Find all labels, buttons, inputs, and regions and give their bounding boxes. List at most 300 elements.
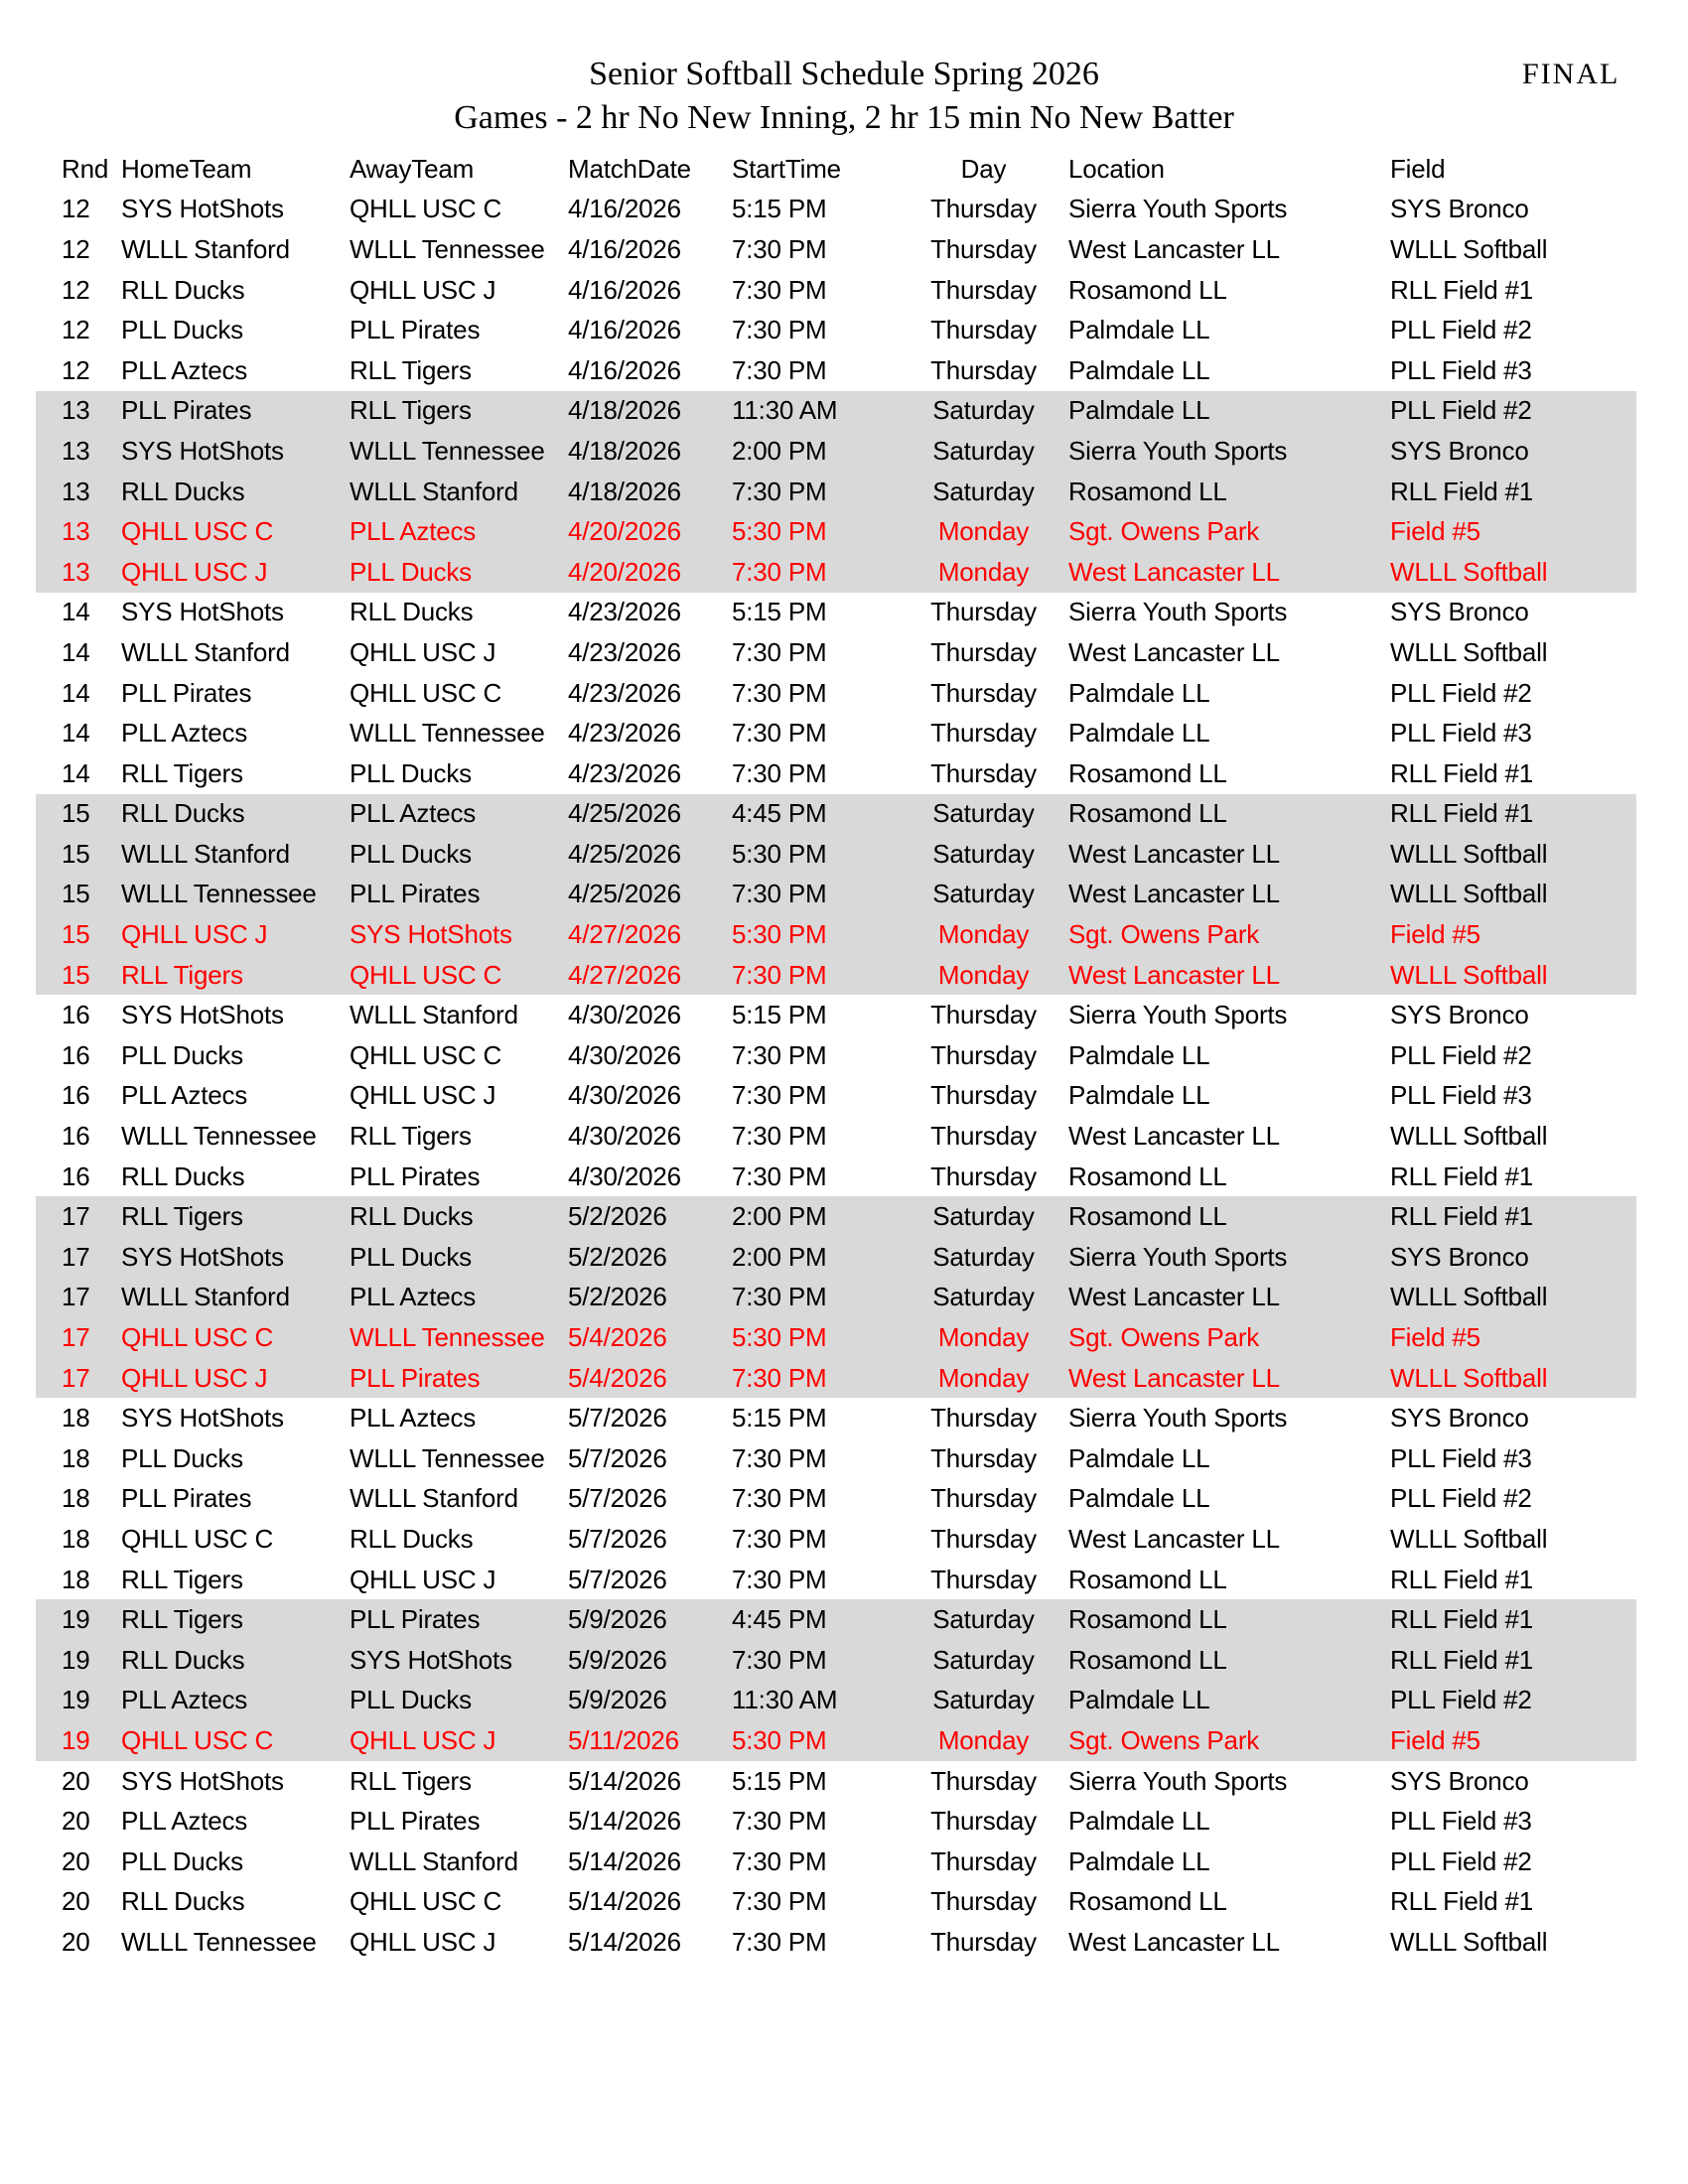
cell-location: Sgt. Owens Park bbox=[1068, 516, 1260, 547]
cell-location: Sgt. Owens Park bbox=[1068, 919, 1260, 950]
cell-rnd: 20 bbox=[62, 1806, 90, 1837]
cell-field: WLLL Softball bbox=[1390, 959, 1548, 990]
table-row bbox=[36, 1761, 1636, 1802]
cell-date: 4/18/2026 bbox=[568, 435, 681, 466]
cell-home: PLL Aztecs bbox=[121, 1806, 248, 1837]
cell-time: 5:15 PM bbox=[732, 1000, 827, 1030]
cell-time: 7:30 PM bbox=[732, 1564, 827, 1594]
cell-day: Saturday bbox=[932, 1241, 1035, 1272]
cell-rnd: 18 bbox=[62, 1483, 90, 1514]
cell-rnd: 18 bbox=[62, 1564, 90, 1594]
cell-field: WLLL Softball bbox=[1390, 838, 1548, 869]
cell-field: PLL Field #2 bbox=[1390, 1685, 1532, 1715]
cell-date: 4/23/2026 bbox=[568, 718, 681, 749]
cell-home: PLL Pirates bbox=[121, 677, 252, 708]
cell-home: QHLL USC J bbox=[121, 556, 268, 587]
cell-home: WLLL Stanford bbox=[121, 233, 290, 264]
cell-home: PLL Pirates bbox=[121, 395, 252, 426]
cell-rnd: 17 bbox=[62, 1241, 90, 1272]
cell-home: PLL Ducks bbox=[121, 1442, 243, 1473]
cell-date: 4/25/2026 bbox=[568, 798, 681, 829]
cell-time: 5:30 PM bbox=[732, 1724, 827, 1755]
cell-home: RLL Tigers bbox=[121, 1604, 243, 1635]
cell-field: WLLL Softball bbox=[1390, 1523, 1548, 1554]
cell-day: Thursday bbox=[930, 1845, 1037, 1876]
cell-away: SYS HotShots bbox=[350, 919, 512, 950]
cell-date: 5/14/2026 bbox=[568, 1886, 681, 1917]
table-row bbox=[36, 1237, 1636, 1278]
cell-day: Monday bbox=[937, 959, 1030, 990]
cell-day: Monday bbox=[937, 516, 1030, 547]
cell-location: West Lancaster LL bbox=[1068, 1523, 1280, 1554]
cell-date: 4/20/2026 bbox=[568, 556, 681, 587]
table-row bbox=[36, 270, 1636, 311]
cell-rnd: 18 bbox=[62, 1403, 90, 1433]
cell-date: 4/30/2026 bbox=[568, 1039, 681, 1070]
table-row bbox=[36, 1035, 1636, 1076]
table-row bbox=[36, 1519, 1636, 1560]
cell-day: Saturday bbox=[932, 1685, 1035, 1715]
cell-day: Saturday bbox=[932, 879, 1035, 909]
table-row bbox=[36, 350, 1636, 391]
cell-rnd: 14 bbox=[62, 757, 90, 788]
table-row bbox=[36, 995, 1636, 1035]
cell-location: Sierra Youth Sports bbox=[1068, 597, 1288, 627]
table-row bbox=[36, 229, 1636, 270]
cell-rnd: 16 bbox=[62, 1121, 90, 1152]
cell-rnd: 13 bbox=[62, 516, 90, 547]
cell-rnd: 16 bbox=[62, 1000, 90, 1030]
cell-rnd: 20 bbox=[62, 1886, 90, 1917]
cell-field: PLL Field #3 bbox=[1390, 1442, 1532, 1473]
cell-home: WLLL Stanford bbox=[121, 1282, 290, 1312]
cell-date: 5/7/2026 bbox=[568, 1483, 667, 1514]
cell-date: 5/14/2026 bbox=[568, 1926, 681, 1957]
cell-day: Thursday bbox=[930, 1765, 1037, 1796]
cell-field: SYS Bronco bbox=[1390, 1403, 1529, 1433]
cell-home: RLL Ducks bbox=[121, 1160, 245, 1191]
cell-time: 7:30 PM bbox=[732, 757, 827, 788]
cell-home: QHLL USC J bbox=[121, 1362, 268, 1393]
cell-date: 4/30/2026 bbox=[568, 1080, 681, 1111]
cell-field: Field #5 bbox=[1390, 516, 1480, 547]
cell-date: 5/2/2026 bbox=[568, 1282, 667, 1312]
cell-date: 5/7/2026 bbox=[568, 1442, 667, 1473]
cell-home: PLL Aztecs bbox=[121, 1080, 248, 1111]
cell-away: PLL Pirates bbox=[350, 1362, 481, 1393]
cell-day: Monday bbox=[937, 1362, 1030, 1393]
cell-home: RLL Tigers bbox=[121, 1201, 243, 1232]
cell-time: 7:30 PM bbox=[732, 1886, 827, 1917]
cell-location: Rosamond LL bbox=[1068, 274, 1227, 305]
cell-location: Palmdale LL bbox=[1068, 677, 1210, 708]
cell-rnd: 12 bbox=[62, 194, 90, 224]
cell-home: SYS HotShots bbox=[121, 435, 284, 466]
cell-day: Saturday bbox=[932, 1201, 1035, 1232]
cell-field: PLL Field #3 bbox=[1390, 1080, 1532, 1111]
table-row bbox=[36, 673, 1636, 714]
cell-location: Palmdale LL bbox=[1068, 315, 1210, 345]
cell-away: PLL Aztecs bbox=[350, 1282, 477, 1312]
cell-date: 5/9/2026 bbox=[568, 1685, 667, 1715]
cell-field: Field #5 bbox=[1390, 1724, 1480, 1755]
cell-rnd: 15 bbox=[62, 838, 90, 869]
cell-rnd: 12 bbox=[62, 233, 90, 264]
cell-date: 5/7/2026 bbox=[568, 1523, 667, 1554]
cell-away: QHLL USC C bbox=[350, 1886, 502, 1917]
cell-day: Saturday bbox=[932, 1604, 1035, 1635]
cell-time: 2:00 PM bbox=[732, 1201, 827, 1232]
cell-away: WLLL Stanford bbox=[350, 476, 518, 506]
cell-away: PLL Ducks bbox=[350, 838, 472, 869]
cell-home: QHLL USC C bbox=[121, 1724, 274, 1755]
table-row bbox=[36, 1317, 1636, 1358]
table-row bbox=[36, 1842, 1636, 1882]
cell-field: WLLL Softball bbox=[1390, 233, 1548, 264]
table-row bbox=[36, 1479, 1636, 1520]
cell-away: WLLL Tennessee bbox=[350, 718, 545, 749]
cell-day: Thursday bbox=[930, 1442, 1037, 1473]
cell-field: WLLL Softball bbox=[1390, 1926, 1548, 1957]
cell-field: SYS Bronco bbox=[1390, 194, 1529, 224]
cell-field: Field #5 bbox=[1390, 919, 1480, 950]
cell-date: 4/27/2026 bbox=[568, 959, 681, 990]
cell-day: Saturday bbox=[932, 838, 1035, 869]
cell-day: Thursday bbox=[930, 1806, 1037, 1837]
cell-date: 4/16/2026 bbox=[568, 315, 681, 345]
cell-away: PLL Pirates bbox=[350, 879, 481, 909]
cell-rnd: 17 bbox=[62, 1201, 90, 1232]
cell-home: SYS HotShots bbox=[121, 1241, 284, 1272]
cell-rnd: 13 bbox=[62, 476, 90, 506]
cell-home: PLL Aztecs bbox=[121, 1685, 248, 1715]
cell-field: WLLL Softball bbox=[1390, 879, 1548, 909]
cell-away: PLL Ducks bbox=[350, 757, 472, 788]
cell-home: RLL Tigers bbox=[121, 757, 243, 788]
cell-field: RLL Field #1 bbox=[1390, 274, 1534, 305]
cell-time: 7:30 PM bbox=[732, 274, 827, 305]
cell-rnd: 20 bbox=[62, 1926, 90, 1957]
cell-date: 4/16/2026 bbox=[568, 354, 681, 385]
cell-away: PLL Aztecs bbox=[350, 798, 477, 829]
cell-home: SYS HotShots bbox=[121, 1000, 284, 1030]
table-row bbox=[36, 552, 1636, 593]
column-header-rnd: Rnd bbox=[62, 153, 109, 184]
cell-away: QHLL USC C bbox=[350, 959, 502, 990]
cell-day: Saturday bbox=[932, 1644, 1035, 1675]
cell-date: 4/20/2026 bbox=[568, 516, 681, 547]
cell-day: Thursday bbox=[930, 274, 1037, 305]
column-header-date: MatchDate bbox=[568, 153, 691, 184]
cell-time: 4:45 PM bbox=[732, 798, 827, 829]
cell-day: Thursday bbox=[930, 718, 1037, 749]
cell-location: West Lancaster LL bbox=[1068, 959, 1280, 990]
cell-date: 4/18/2026 bbox=[568, 476, 681, 506]
table-row bbox=[36, 1438, 1636, 1479]
cell-rnd: 17 bbox=[62, 1282, 90, 1312]
cell-location: Palmdale LL bbox=[1068, 1845, 1210, 1876]
table-row bbox=[36, 1157, 1636, 1197]
cell-away: QHLL USC J bbox=[350, 1724, 496, 1755]
cell-date: 4/23/2026 bbox=[568, 677, 681, 708]
cell-location: West Lancaster LL bbox=[1068, 1926, 1280, 1957]
cell-day: Thursday bbox=[930, 1403, 1037, 1433]
cell-field: RLL Field #1 bbox=[1390, 1201, 1534, 1232]
cell-away: PLL Aztecs bbox=[350, 1403, 477, 1433]
cell-day: Saturday bbox=[932, 395, 1035, 426]
cell-field: PLL Field #2 bbox=[1390, 1039, 1532, 1070]
cell-away: WLLL Tennessee bbox=[350, 1322, 545, 1353]
table-row bbox=[36, 753, 1636, 794]
cell-rnd: 18 bbox=[62, 1523, 90, 1554]
column-header-field: Field bbox=[1390, 153, 1446, 184]
cell-time: 7:30 PM bbox=[732, 1845, 827, 1876]
cell-field: RLL Field #1 bbox=[1390, 1564, 1534, 1594]
cell-day: Thursday bbox=[930, 194, 1037, 224]
cell-time: 7:30 PM bbox=[732, 1644, 827, 1675]
cell-day: Thursday bbox=[930, 1039, 1037, 1070]
cell-rnd: 17 bbox=[62, 1362, 90, 1393]
cell-away: QHLL USC J bbox=[350, 1926, 496, 1957]
cell-date: 4/30/2026 bbox=[568, 1121, 681, 1152]
cell-home: PLL Ducks bbox=[121, 1039, 243, 1070]
cell-date: 4/30/2026 bbox=[568, 1160, 681, 1191]
cell-away: PLL Ducks bbox=[350, 1685, 472, 1715]
cell-time: 5:15 PM bbox=[732, 1765, 827, 1796]
cell-day: Thursday bbox=[930, 677, 1037, 708]
cell-away: PLL Ducks bbox=[350, 1241, 472, 1272]
cell-rnd: 14 bbox=[62, 677, 90, 708]
cell-rnd: 12 bbox=[62, 354, 90, 385]
cell-day: Monday bbox=[937, 1724, 1030, 1755]
table-row bbox=[36, 1116, 1636, 1157]
cell-day: Saturday bbox=[932, 1282, 1035, 1312]
cell-rnd: 19 bbox=[62, 1685, 90, 1715]
cell-location: Sierra Youth Sports bbox=[1068, 1000, 1288, 1030]
cell-away: WLLL Stanford bbox=[350, 1483, 518, 1514]
cell-home: SYS HotShots bbox=[121, 1765, 284, 1796]
cell-rnd: 15 bbox=[62, 798, 90, 829]
cell-home: SYS HotShots bbox=[121, 1403, 284, 1433]
column-header-day: Day bbox=[960, 153, 1007, 184]
cell-home: RLL Tigers bbox=[121, 1564, 243, 1594]
cell-time: 7:30 PM bbox=[732, 354, 827, 385]
cell-location: Palmdale LL bbox=[1068, 354, 1210, 385]
cell-date: 4/27/2026 bbox=[568, 919, 681, 950]
cell-field: SYS Bronco bbox=[1390, 1241, 1529, 1272]
cell-day: Thursday bbox=[930, 1121, 1037, 1152]
cell-field: PLL Field #3 bbox=[1390, 718, 1532, 749]
cell-rnd: 16 bbox=[62, 1080, 90, 1111]
cell-rnd: 20 bbox=[62, 1845, 90, 1876]
cell-home: WLLL Stanford bbox=[121, 636, 290, 667]
cell-time: 7:30 PM bbox=[732, 1282, 827, 1312]
cell-location: Rosamond LL bbox=[1068, 757, 1227, 788]
table-row bbox=[36, 1398, 1636, 1438]
cell-location: West Lancaster LL bbox=[1068, 838, 1280, 869]
cell-away: QHLL USC J bbox=[350, 636, 496, 667]
cell-day: Thursday bbox=[930, 1483, 1037, 1514]
cell-home: WLLL Stanford bbox=[121, 838, 290, 869]
cell-rnd: 13 bbox=[62, 435, 90, 466]
cell-rnd: 12 bbox=[62, 274, 90, 305]
cell-rnd: 13 bbox=[62, 556, 90, 587]
cell-day: Thursday bbox=[930, 354, 1037, 385]
cell-home: RLL Ducks bbox=[121, 274, 245, 305]
table-row bbox=[36, 1640, 1636, 1681]
final-status-label: FINAL bbox=[1522, 58, 1620, 90]
cell-date: 5/7/2026 bbox=[568, 1403, 667, 1433]
cell-home: QHLL USC C bbox=[121, 1523, 274, 1554]
cell-date: 4/23/2026 bbox=[568, 757, 681, 788]
cell-location: West Lancaster LL bbox=[1068, 1282, 1280, 1312]
cell-time: 7:30 PM bbox=[732, 1362, 827, 1393]
cell-time: 7:30 PM bbox=[732, 1523, 827, 1554]
cell-rnd: 18 bbox=[62, 1442, 90, 1473]
table-header-row bbox=[36, 149, 1636, 190]
cell-rnd: 12 bbox=[62, 315, 90, 345]
cell-field: PLL Field #2 bbox=[1390, 677, 1532, 708]
cell-time: 5:15 PM bbox=[732, 597, 827, 627]
cell-away: PLL Aztecs bbox=[350, 516, 477, 547]
cell-away: SYS HotShots bbox=[350, 1644, 512, 1675]
cell-date: 4/30/2026 bbox=[568, 1000, 681, 1030]
cell-home: RLL Ducks bbox=[121, 798, 245, 829]
cell-home: PLL Ducks bbox=[121, 315, 243, 345]
cell-home: QHLL USC C bbox=[121, 1322, 274, 1353]
cell-time: 7:30 PM bbox=[732, 1039, 827, 1070]
cell-away: QHLL USC J bbox=[350, 274, 496, 305]
table-row bbox=[36, 593, 1636, 633]
cell-time: 5:30 PM bbox=[732, 919, 827, 950]
table-row bbox=[36, 472, 1636, 512]
cell-date: 4/16/2026 bbox=[568, 274, 681, 305]
table-row bbox=[36, 190, 1636, 230]
cell-field: PLL Field #2 bbox=[1390, 395, 1532, 426]
cell-field: PLL Field #3 bbox=[1390, 1806, 1532, 1837]
cell-location: Rosamond LL bbox=[1068, 1604, 1227, 1635]
cell-day: Saturday bbox=[932, 435, 1035, 466]
cell-location: West Lancaster LL bbox=[1068, 1362, 1280, 1393]
table-row bbox=[36, 1196, 1636, 1237]
cell-home: PLL Aztecs bbox=[121, 354, 248, 385]
cell-time: 11:30 AM bbox=[732, 1685, 838, 1715]
cell-field: RLL Field #1 bbox=[1390, 1604, 1534, 1635]
cell-home: WLLL Tennessee bbox=[121, 1121, 317, 1152]
cell-time: 5:30 PM bbox=[732, 1322, 827, 1353]
table-row bbox=[36, 1599, 1636, 1640]
cell-time: 2:00 PM bbox=[732, 1241, 827, 1272]
cell-time: 7:30 PM bbox=[732, 1806, 827, 1837]
cell-time: 7:30 PM bbox=[732, 959, 827, 990]
cell-field: PLL Field #2 bbox=[1390, 315, 1532, 345]
cell-away: PLL Ducks bbox=[350, 556, 472, 587]
cell-home: WLLL Tennessee bbox=[121, 1926, 317, 1957]
cell-field: RLL Field #1 bbox=[1390, 798, 1534, 829]
table-row bbox=[36, 955, 1636, 996]
cell-location: Sierra Youth Sports bbox=[1068, 194, 1288, 224]
cell-time: 5:30 PM bbox=[732, 838, 827, 869]
cell-date: 5/2/2026 bbox=[568, 1201, 667, 1232]
cell-field: RLL Field #1 bbox=[1390, 1644, 1534, 1675]
cell-field: WLLL Softball bbox=[1390, 636, 1548, 667]
cell-time: 7:30 PM bbox=[732, 233, 827, 264]
cell-away: PLL Pirates bbox=[350, 1160, 481, 1191]
cell-time: 5:15 PM bbox=[732, 194, 827, 224]
table-body bbox=[36, 190, 1636, 1963]
cell-home: PLL Aztecs bbox=[121, 718, 248, 749]
cell-home: SYS HotShots bbox=[121, 597, 284, 627]
cell-location: Palmdale LL bbox=[1068, 1080, 1210, 1111]
cell-home: PLL Ducks bbox=[121, 1845, 243, 1876]
cell-location: Rosamond LL bbox=[1068, 1201, 1227, 1232]
cell-date: 4/25/2026 bbox=[568, 879, 681, 909]
column-header-time: StartTime bbox=[732, 153, 841, 184]
cell-field: WLLL Softball bbox=[1390, 556, 1548, 587]
table-row bbox=[36, 1278, 1636, 1318]
cell-date: 4/16/2026 bbox=[568, 194, 681, 224]
cell-time: 7:30 PM bbox=[732, 1442, 827, 1473]
cell-location: Palmdale LL bbox=[1068, 1039, 1210, 1070]
cell-away: QHLL USC C bbox=[350, 1039, 502, 1070]
cell-location: Sgt. Owens Park bbox=[1068, 1322, 1260, 1353]
cell-day: Thursday bbox=[930, 757, 1037, 788]
cell-time: 7:30 PM bbox=[732, 315, 827, 345]
cell-home: QHLL USC J bbox=[121, 919, 268, 950]
cell-rnd: 15 bbox=[62, 879, 90, 909]
cell-date: 5/14/2026 bbox=[568, 1806, 681, 1837]
cell-field: PLL Field #3 bbox=[1390, 354, 1532, 385]
cell-location: West Lancaster LL bbox=[1068, 879, 1280, 909]
cell-time: 5:15 PM bbox=[732, 1403, 827, 1433]
cell-date: 4/23/2026 bbox=[568, 636, 681, 667]
cell-field: Field #5 bbox=[1390, 1322, 1480, 1353]
cell-away: RLL Ducks bbox=[350, 597, 474, 627]
table-row bbox=[36, 391, 1636, 432]
cell-home: RLL Ducks bbox=[121, 1644, 245, 1675]
cell-location: Sierra Youth Sports bbox=[1068, 1765, 1288, 1796]
cell-field: PLL Field #2 bbox=[1390, 1483, 1532, 1514]
cell-location: Sierra Youth Sports bbox=[1068, 1241, 1288, 1272]
cell-rnd: 16 bbox=[62, 1039, 90, 1070]
cell-day: Thursday bbox=[930, 1886, 1037, 1917]
cell-field: RLL Field #1 bbox=[1390, 757, 1534, 788]
table-row bbox=[36, 1358, 1636, 1399]
column-header-home: HomeTeam bbox=[121, 153, 252, 184]
table-row bbox=[36, 794, 1636, 835]
cell-location: Palmdale LL bbox=[1068, 1806, 1210, 1837]
cell-date: 5/14/2026 bbox=[568, 1765, 681, 1796]
column-header-location: Location bbox=[1068, 153, 1165, 184]
cell-date: 5/11/2026 bbox=[568, 1724, 679, 1755]
cell-rnd: 19 bbox=[62, 1644, 90, 1675]
cell-field: RLL Field #1 bbox=[1390, 1160, 1534, 1191]
cell-away: RLL Tigers bbox=[350, 1765, 472, 1796]
cell-location: West Lancaster LL bbox=[1068, 233, 1280, 264]
table-row bbox=[36, 632, 1636, 673]
cell-date: 5/4/2026 bbox=[568, 1322, 667, 1353]
cell-field: SYS Bronco bbox=[1390, 435, 1529, 466]
cell-day: Thursday bbox=[930, 1160, 1037, 1191]
cell-time: 7:30 PM bbox=[732, 556, 827, 587]
cell-rnd: 14 bbox=[62, 597, 90, 627]
cell-away: RLL Ducks bbox=[350, 1201, 474, 1232]
cell-field: SYS Bronco bbox=[1390, 1000, 1529, 1030]
cell-rnd: 15 bbox=[62, 919, 90, 950]
cell-home: RLL Tigers bbox=[121, 959, 243, 990]
cell-field: WLLL Softball bbox=[1390, 1121, 1548, 1152]
cell-location: Palmdale LL bbox=[1068, 1483, 1210, 1514]
